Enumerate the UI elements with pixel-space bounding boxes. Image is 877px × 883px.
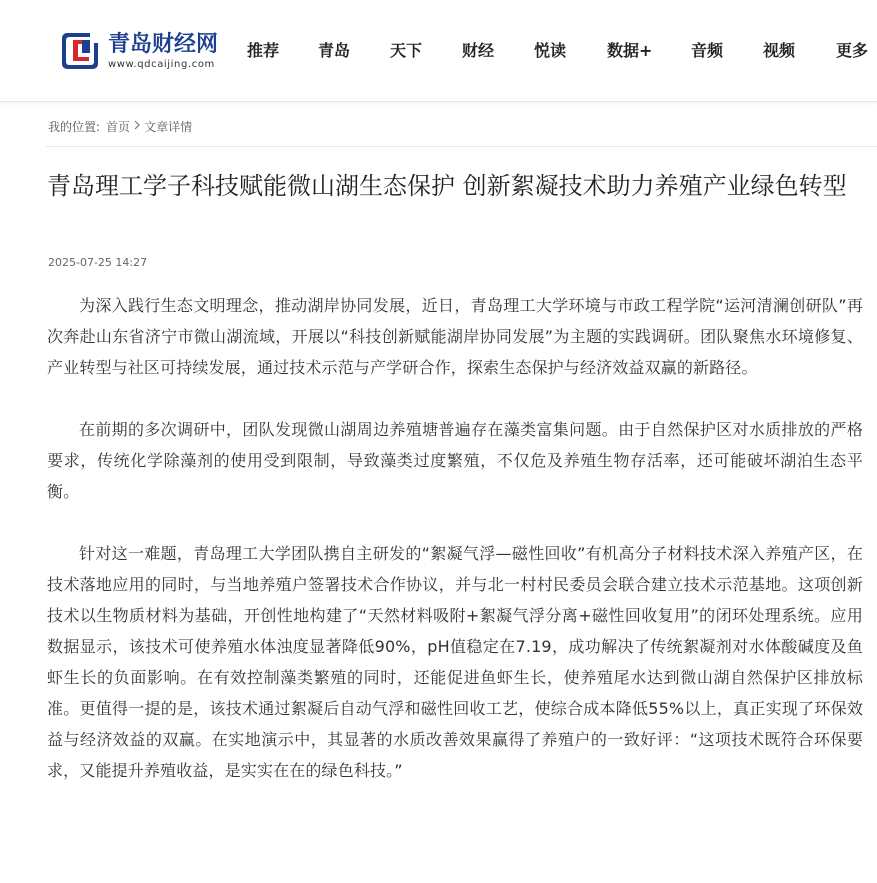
nav-item-audio[interactable]: 音频 xyxy=(691,41,724,60)
breadcrumb-label: 我的位置: xyxy=(48,119,101,134)
nav-item-video[interactable]: 视频 xyxy=(763,41,796,60)
nav-item-reading[interactable]: 悦读 xyxy=(534,41,567,60)
nav-item-more[interactable]: 更多 xyxy=(836,41,869,60)
logo-name: 青岛财经网 xyxy=(108,31,219,57)
breadcrumb-home-link[interactable]: 首页 xyxy=(106,119,131,134)
nav-item-finance[interactable]: 财经 xyxy=(462,41,495,60)
logo-text xyxy=(108,32,218,71)
article-date: 2025-07-25 14:27 xyxy=(48,256,148,269)
article-paragraph: 为深入践行生态文明理念，推动湖岸协同发展，近日，青岛理工大学环境与市政工程学院“运河清澜创研队”再次奔赴山东省济宁市微山湖流域，开展以“科技创新赋能湖岸协同发展”为主题的实践调研。团队聚焦水环境修复、产业转型与社区可持续发展，通过技术示范与产学研合作，探索生态保护与经济效益双赢的新路径。 xyxy=(47,296,863,377)
article-body xyxy=(47,290,863,817)
logo-mark-icon xyxy=(60,30,102,72)
site-logo[interactable] xyxy=(60,28,230,74)
nav-item-recommend[interactable]: 推荐 xyxy=(247,41,280,60)
article-title: 青岛理工学子科技赋能微山湖生态保护 创新絮凝技术助力养殖产业绿色转型 xyxy=(47,172,847,200)
breadcrumb-current: 文章详情 xyxy=(144,119,193,134)
article-paragraph: 针对这一难题，青岛理工大学团队携自主研发的“絮凝气浮—磁性回收”有机高分子材料技术深入养殖产区，在技术落地应用的同时，与当地养殖户签署技术合作协议，并与北一村村民委员会联合建立技术示范基地。这项创新技术以生物质材料为基础，开创性地构建了“天然材料吸附+絮凝气浮分离+磁性回收复用”的闭环处理系统。应用数据显示，该技术可使养殖水体浊度显著降低90%，pH值稳定在7.19，成功解决了传统絮凝剂对水体酸碱度及鱼虾生长的负面影响。在有效控制藻类繁殖的同时，还能促进鱼虾生长，使养殖尾水达到微山湖自然保护区排放标准。更值得一提的是，该技术通过絮凝后自动气浮和磁性回收工艺，使综合成本降低55%以上，真正实现了环保效益与经济效益的双赢。在实地演示中，其显著的水质改善效果赢得了养殖户的一致好评：“这项技术既符合环保要求，又能提升养殖收益，是实实在在的绿色科技。” xyxy=(47,544,863,780)
logo-url: www.qdcaijing.com xyxy=(108,58,215,70)
site-header xyxy=(0,0,877,102)
main-nav xyxy=(247,40,868,64)
nav-item-data[interactable]: 数据+ xyxy=(607,41,653,60)
nav-item-world[interactable]: 天下 xyxy=(390,41,423,60)
chevron-right-icon xyxy=(134,119,140,133)
article-paragraph: 在前期的多次调研中，团队发现微山湖周边养殖塘普遍存在藻类富集问题。由于自然保护区对水质排放的严格要求，传统化学除藻剂的使用受到限制，导致藻类过度繁殖，不仅危及养殖生物存活率，还可能破坏湖泊生态平衡。 xyxy=(47,420,863,501)
breadcrumb xyxy=(48,117,192,135)
divider xyxy=(46,146,877,147)
nav-item-qingdao[interactable]: 青岛 xyxy=(318,41,351,60)
